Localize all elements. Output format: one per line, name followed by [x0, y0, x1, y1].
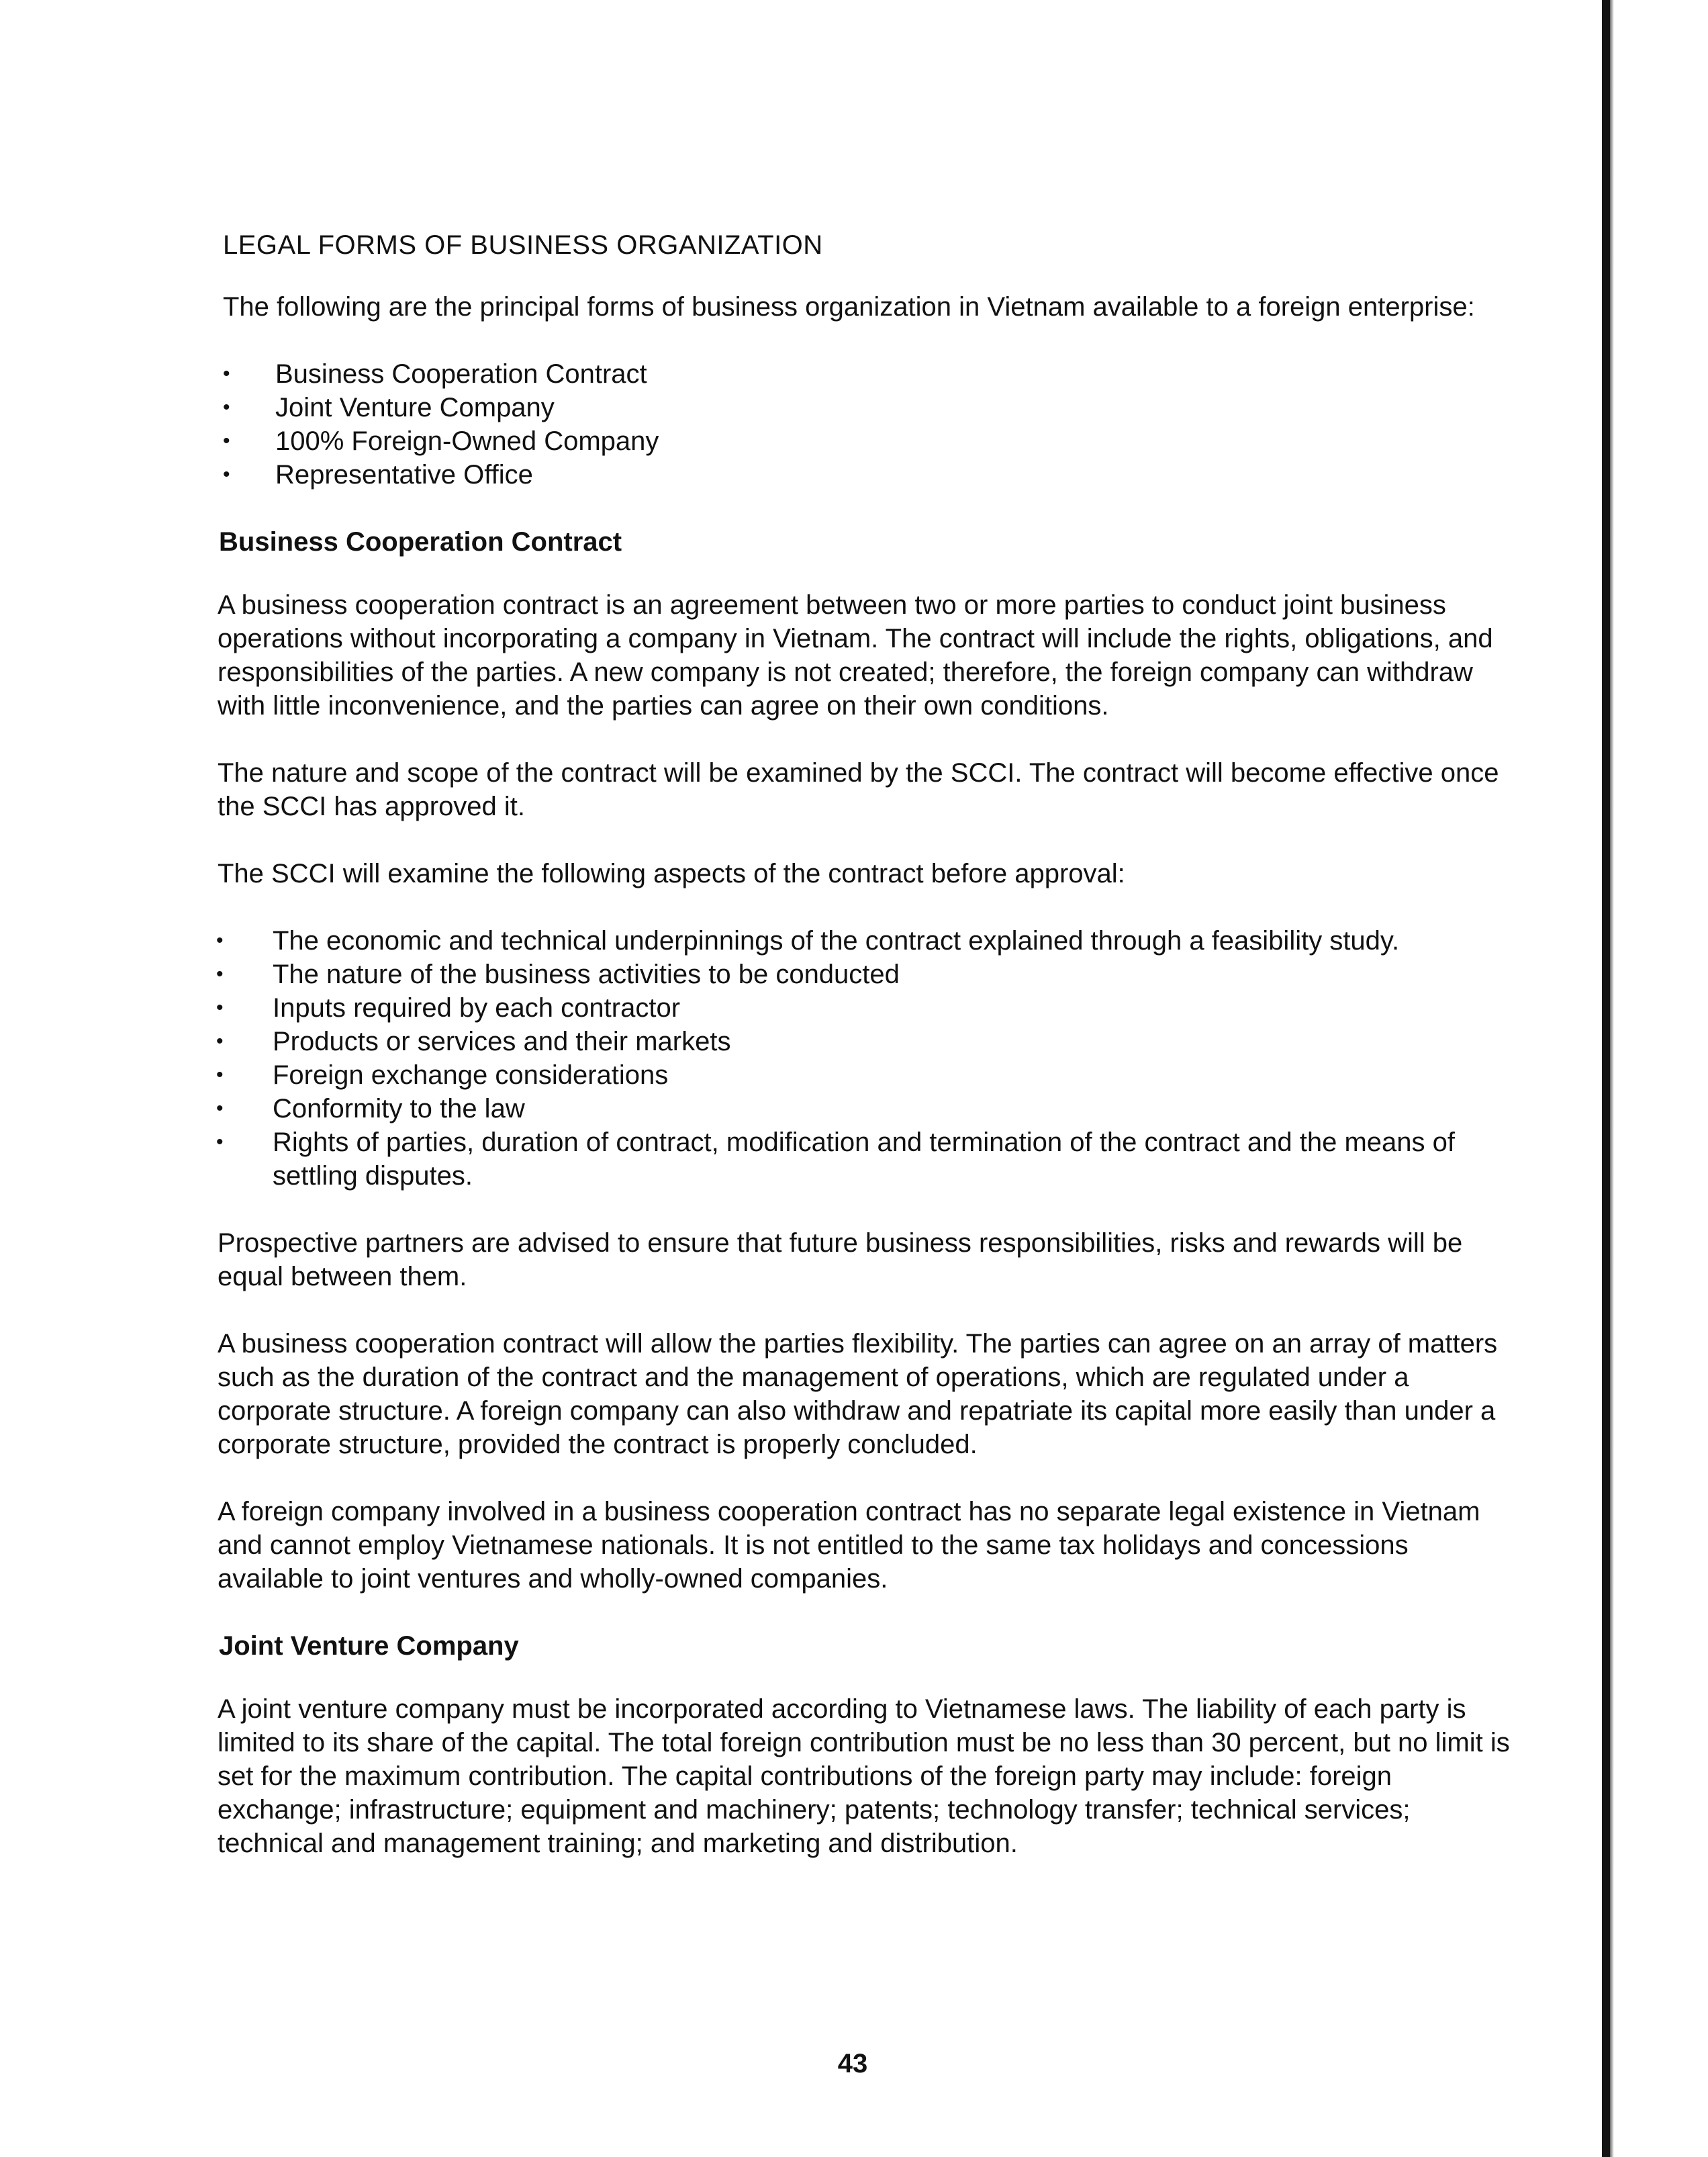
list-item — [214, 991, 1516, 1025]
intro-paragraph: The following are the principal forms of business organization in Vietnam available to a foreign enterprise: — [223, 292, 1475, 322]
list-item-text: Inputs required by each contractor — [273, 993, 681, 1023]
bullet-icon: • — [216, 963, 224, 985]
list-item-text: Rights of parties, duration of contract, modification and termination of the contract and the means of settling disputes. — [273, 1128, 1455, 1191]
bullet-icon: • — [216, 1131, 224, 1153]
bcc-paragraph-2: The nature and scope of the contract will be examined by the SCCI. The contract will become effective once the SCCI has approved it. — [218, 758, 1499, 821]
list-item-text: Conformity to the law — [273, 1094, 525, 1123]
page-title: LEGAL FORMS OF BUSINESS ORGANIZATION — [223, 230, 823, 260]
list-item-text: Foreign exchange considerations — [273, 1060, 669, 1090]
list-item — [214, 1025, 1516, 1058]
list-item — [214, 1126, 1516, 1193]
bcc-paragraph-5: A business cooperation contract will allow the parties flexibility. The parties can agree on an array of matters such as the duration of the contract and the management of operations, which are regulated under a corporate structure. A foreign company can also withdraw and repatriate its capital more easily than under a corporate structure, provided the contract is properly concluded. — [218, 1329, 1498, 1459]
bullet-icon: • — [216, 997, 224, 1019]
section-heading-jvc: Joint Venture Company — [219, 1631, 519, 1661]
list-item — [214, 1058, 1516, 1092]
bullet-icon: • — [216, 1030, 224, 1052]
bullet-icon: • — [223, 396, 230, 418]
bcc-paragraph-4: Prospective partners are advised to ensure that future business responsibilities, risks and rewards will be equal between them. — [218, 1228, 1463, 1291]
bullet-icon: • — [223, 363, 230, 385]
bullet-icon: • — [216, 1064, 224, 1086]
list-item — [214, 958, 1516, 991]
list-item — [214, 924, 1516, 958]
forms-list — [214, 357, 1516, 492]
list-item-text: 100% Foreign-Owned Company — [275, 426, 659, 456]
aspects-list — [214, 924, 1516, 1193]
page-number: 43 — [837, 2049, 868, 2078]
bcc-paragraph-6: A foreign company involved in a business cooperation contract has no separate legal existence in Vietnam and cannot employ Vietnamese nationals. It is not entitled to the same tax holidays and concessions available to joint ventures and wholly-owned companies. — [218, 1497, 1480, 1594]
list-item — [214, 391, 1516, 424]
bullet-icon: • — [223, 463, 230, 486]
page-edge-gradient — [1610, 0, 1614, 2157]
list-item — [214, 357, 1516, 391]
list-item — [214, 424, 1516, 458]
bcc-paragraph-1: A business cooperation contract is an agreement between two or more parties to conduct joint business operations without incorporating a company in Vietnam. The contract will include the rights, obligations, and responsibilities of the parties. A new company is not created; therefore, the foreign company can withdraw with little inconvenience, and the parties can agree on their own conditions. — [218, 590, 1493, 721]
list-item-text: Business Cooperation Contract — [275, 359, 647, 389]
list-item — [214, 1092, 1516, 1126]
document-body — [214, 228, 1516, 1894]
section-heading-bcc: Business Cooperation Contract — [219, 527, 622, 557]
bullet-icon: • — [216, 1097, 224, 1119]
list-item-text: Representative Office — [275, 460, 533, 490]
list-item-text: The nature of the business activities to be conducted — [273, 960, 900, 989]
list-item — [214, 458, 1516, 492]
jvc-paragraph-1: A joint venture company must be incorporated according to Vietnamese laws. The liability of each party is limited to its share of the capital. The total foreign contribution must be no less than 30 percent, but no limit is set for the maximum contribution. The capital contributions of the foreign party may include: foreign exchange; infrastructure; equipment and machinery; patents; technology transfer; technical services; technical and management training; and marketing and distribution. — [218, 1694, 1510, 1858]
bullet-icon: • — [216, 929, 224, 952]
list-item-text: Joint Venture Company — [275, 393, 555, 422]
list-item-text: Products or services and their markets — [273, 1027, 731, 1056]
bcc-paragraph-3: The SCCI will examine the following aspects of the contract before approval: — [218, 859, 1125, 888]
bullet-icon: • — [223, 430, 230, 452]
page-edge-shadow — [1602, 0, 1610, 2157]
list-item-text: The economic and technical underpinnings of the contract explained through a feasibility study. — [273, 926, 1400, 956]
